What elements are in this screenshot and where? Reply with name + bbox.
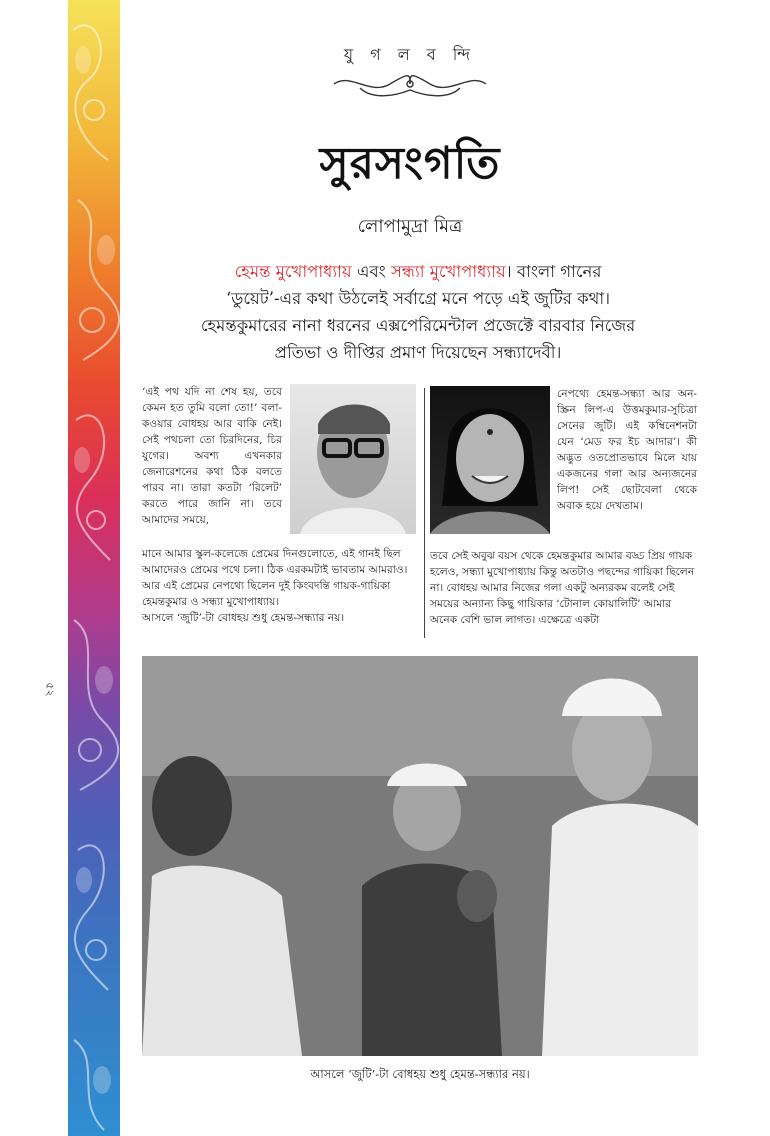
floral-pattern-icon — [68, 0, 120, 1136]
page-title: সুরসংগতি — [319, 138, 501, 189]
ornament-icon — [330, 68, 490, 102]
decorative-side-strip — [68, 0, 120, 1136]
intro-and: এবং — [351, 262, 391, 281]
intro-line1-rest: । বাংলা গানের — [505, 262, 602, 281]
intro-name-sandhya: সন্ধ্যা মুখোপাধ্যায় — [390, 262, 506, 281]
photo-caption: আসলে ‘জুটি’-টা বোধহয় শুধু হেমন্ত-সন্ধ্যার নয়। — [310, 1067, 530, 1081]
body-column-left: ‘এই পথ যদি না শেষ হয়, তবে কেমন হত তুমি বলো তো!’ বলা-কওয়ার বোধহয় আর বাকি নেই। সেই পথচলা তো চিরদিনের, চির যুগের। অবশ্য এখনকার জেনারেশনের কথা ঠিক বলতে পারব না। তারা কতটা ‘রিলেট’ করতে পারে জানি না। তবে আমাদের সময়ে, — [142, 386, 282, 526]
intro-line2: ‘ডুয়েট’-এর কথা উঠলেই সর্বাগ্রে মনে পড়ে এই জুটির কথা। — [225, 289, 611, 308]
intro-line4: প্রতিভা ও দীপ্তির প্রমাণ দিয়েছেন সন্ধ্যাদেবী। — [274, 343, 562, 362]
intro-name-hemanta: হেমন্ত মুখোপাধ্যায় — [234, 262, 352, 281]
intro-line3: হেমন্তকুমারের নানা ধরনের এক্সপেরিমেন্টাল প্রজেক্টে বারবার নিজের — [200, 316, 636, 335]
portrait-sandhya-photo — [430, 386, 550, 534]
body-text-left-continued: মানে আমার স্কুল-কলেজে প্রেমের দিনগুলোতে, এই গানই ছিল আমাদেরও প্রেমের পথে চলা। ঠিক এরকমটাই ভাবতাম আমরাও। আর এই প্রেমের নেপথ্যে ছিলেন দুই কিংবদন্তি গায়ক-গায়িকা হেমন্তকুমার ও সন্ধ্যা মুখোপাধ্যায়। আসলে ‘জুটি’-টা বোধহয় শুধু হেমন্ত-সন্ধ্যার নয়। — [142, 548, 408, 624]
column-divider — [424, 388, 425, 638]
body-column-right: নেপথ্যে হেমন্ত-সন্ধ্যা আর অন-স্ক্রিন লিপ-এ উত্তমকুমার-সুচিত্রা সেনের জুটি। এই কম্বিনেশনটা যেন ‘মেড ফর ইচ আদার’। কী অদ্ভুত ওতপ্রোতভাবে মিলে যায় একজনের গলা আর অন্যজনের লিপ! সেই ছোটবেলা থেকে অবাক হয়ে দেখতাম। — [557, 388, 697, 512]
group-photo — [142, 656, 698, 1056]
portrait-hemanta-photo — [290, 384, 416, 534]
author-name: লোপামুদ্রা মিত্র — [357, 216, 463, 237]
intro-paragraph — [138, 258, 698, 366]
page-number: ৫২ — [43, 682, 57, 697]
section-title: যু গ ল ব ন্দি — [343, 45, 477, 64]
body-text-right-continued: তবে সেই অবুঝ বয়স থেকে হেমন্তকুমার আমার বড্ড প্রিয় গায়ক হলেও, সন্ধ্যা মুখোপাধ্যায় কিন্তু অতটাও পছন্দের গায়িকা ছিলেন না। বোধহয় আমার নিজের গলা একটু অন্যরকম বলেই সেই সময়ের অন্যান্য কিছু গায়িকার ‘টোনাল কোয়ালিটি’ আমার অনেক বেশি ভাল লাগত। এক্ষেত্রে একটা — [430, 550, 695, 626]
